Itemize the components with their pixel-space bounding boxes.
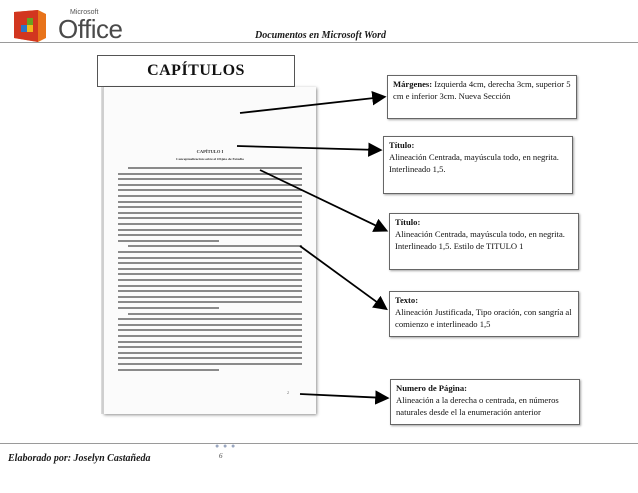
footer-page-number: 6 [219, 452, 223, 460]
callout-body: Alineación Centrada, mayúscula todo, en negrita. Interlineado 1,5. Estilo de TITULO 1 [395, 229, 565, 251]
logo-brand: Microsoft [70, 9, 99, 16]
arrow-title2 [260, 170, 385, 230]
footer-dots: ● ● ● [215, 442, 237, 450]
callout-body: Alineación a la derecha o centrada, en números naturales desde el la enumeración anterior [396, 395, 559, 417]
callout-heading: Título: [395, 217, 421, 227]
callout-body: Izquierda 4cm, derecha 3cm, superior 5 cm e inferior 3cm. Nueva Sección [393, 79, 571, 101]
header-title: Documentos en Microsoft Word [255, 30, 387, 41]
arrow-margins [240, 97, 383, 113]
callout-heading: Texto: [395, 295, 419, 305]
footer-author: Elaborado por: Joselyn Castañeda [8, 453, 151, 464]
callout-body: Alineación Centrada, mayúscula todo, en negrita. Interlineado 1,5. [389, 152, 559, 174]
chapters-label: CAPÍTULOS [97, 55, 295, 87]
sample-chapter-title: CAPÍTULO I [196, 149, 224, 154]
sample-chapter-subtitle: Conceptualización sobre el Objeto de Estudio [176, 157, 244, 161]
callout-heading: Márgenes: [393, 79, 433, 89]
arrow-title1 [237, 146, 379, 150]
callout-heading: Título: [389, 140, 415, 150]
arrow-text [300, 246, 385, 308]
callout-body: Alineación Justificada, Tipo oración, con sangría al comienzo e interlineado 1,5 [395, 307, 572, 329]
arrow-page-number [300, 394, 386, 398]
footer-divider [0, 443, 638, 444]
logo-product: Office [58, 14, 123, 44]
callout-heading: Numero de Página: [396, 383, 467, 393]
sample-page-number: 2 [287, 390, 289, 395]
